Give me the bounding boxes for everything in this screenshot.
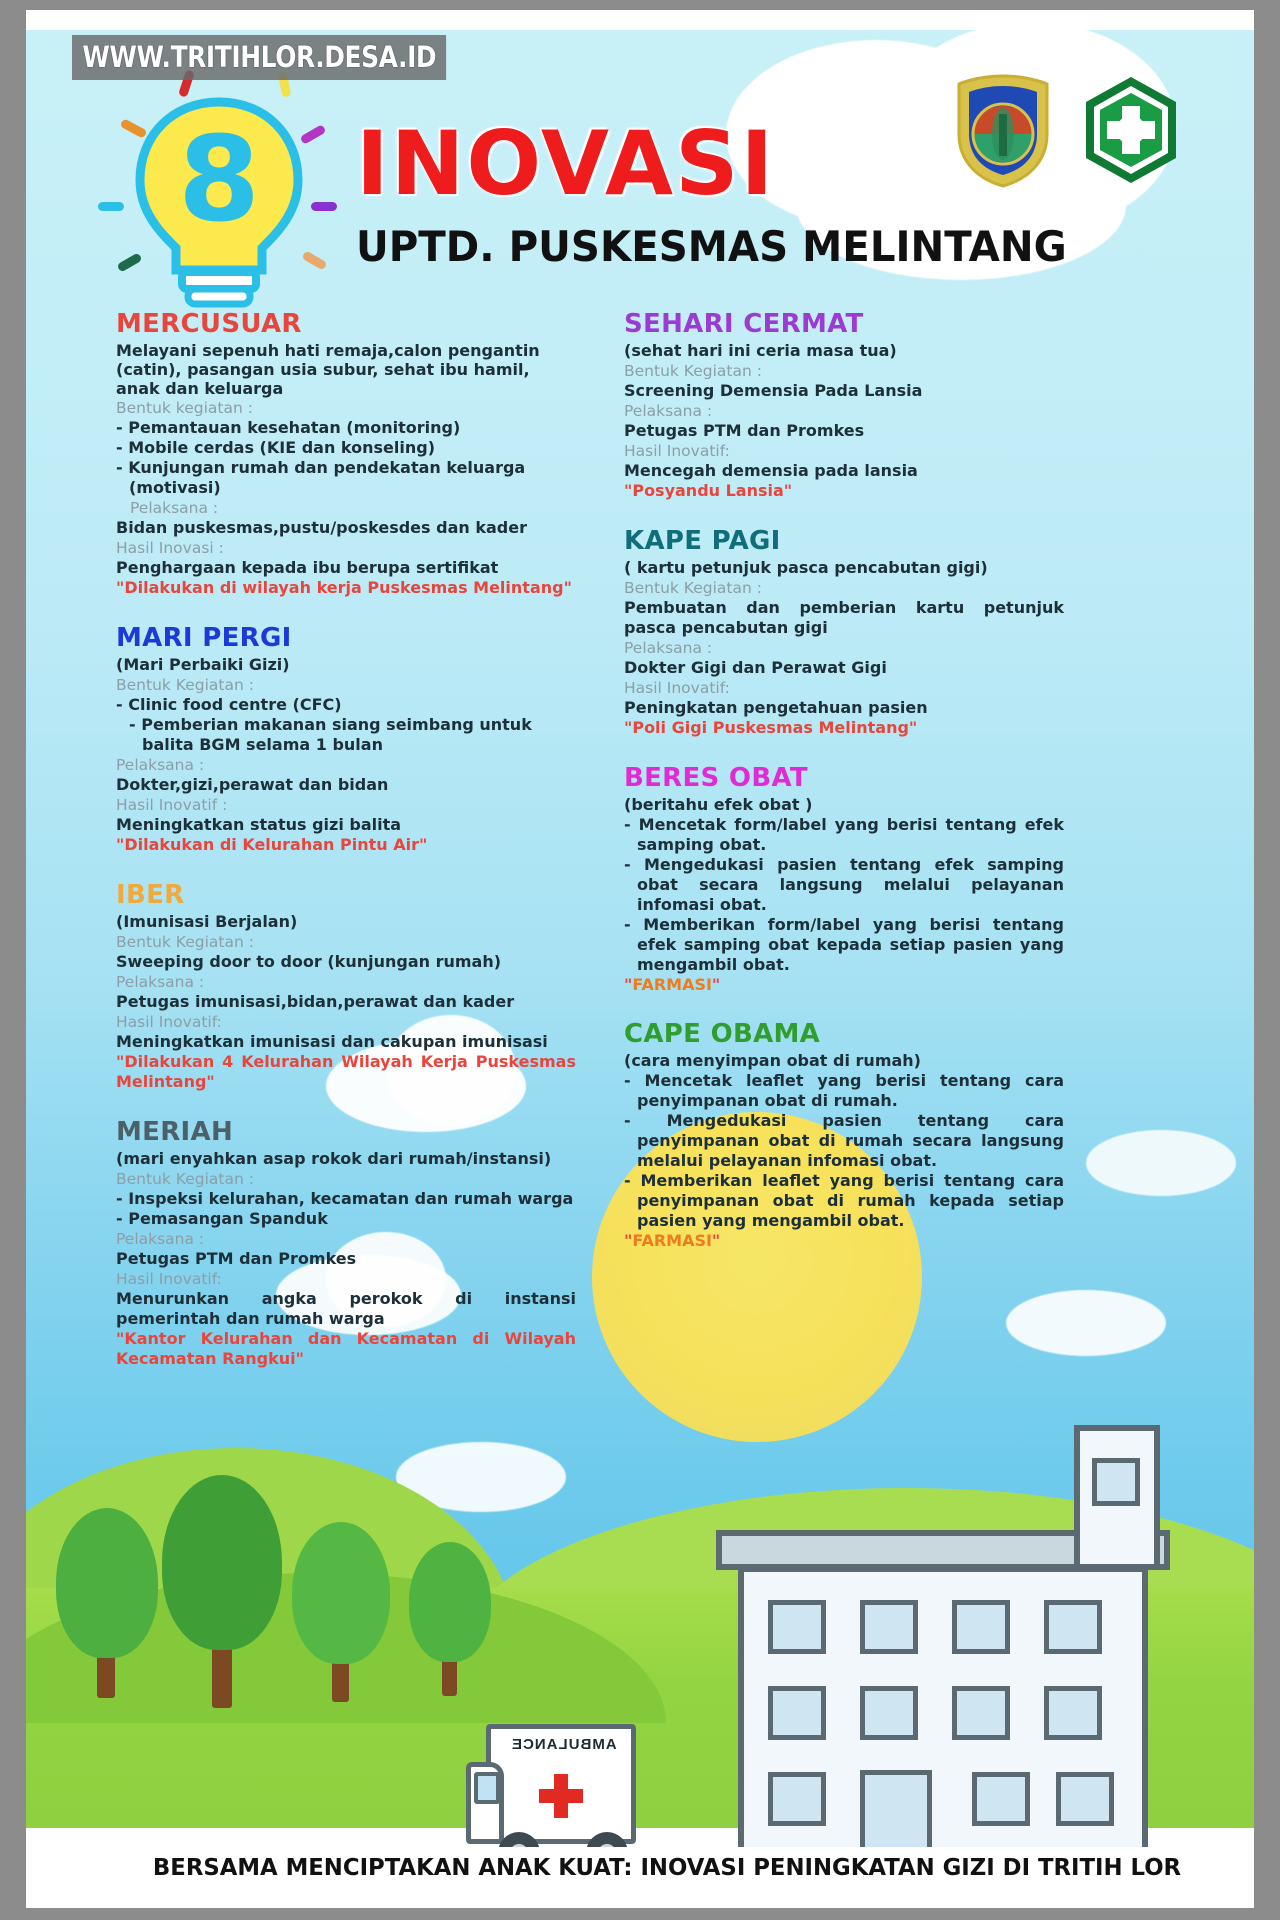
pelaksana-label: Pelaksana :	[624, 402, 713, 420]
activity-item: - Mencetak form/label yang berisi tentang efek samping obat.	[624, 815, 1064, 854]
pelaksana-value: Petugas PTM dan Promkes	[116, 1249, 357, 1268]
building-window	[972, 1772, 1030, 1826]
block-description: (Imunisasi Berjalan)	[116, 912, 298, 931]
block-quote: "Posyandu Lansia"	[624, 481, 793, 500]
block-title: SEHARI CERMAT	[624, 309, 864, 339]
activity-item: - Pemasangan Spanduk	[116, 1209, 328, 1228]
tower-window	[1092, 1458, 1140, 1506]
activity-item: Pembuatan dan pemberian kartu petunjuk pasca pencabutan gigi	[624, 598, 1064, 637]
bentuk-kegiatan-label: Bentuk Kegiatan :	[624, 362, 762, 380]
activity-item: - Mengedukasi pasien tentang efek samping obat secara langsung melalui pelayanan infomasi obat.	[624, 855, 1064, 914]
hasil-value: Menurunkan angka perokok di instansi pemerintah dan rumah warga	[116, 1289, 576, 1328]
right-content-column	[624, 308, 1064, 1256]
block-quote: "Poli Gigi Puskesmas Melintang"	[624, 718, 918, 737]
pelaksana-value: Dokter,gizi,perawat dan bidan	[116, 775, 389, 794]
spacer	[624, 744, 1064, 762]
farmasi-quote-open: "	[624, 975, 633, 994]
innovation-block-mercusuar	[116, 308, 576, 598]
building-window	[768, 1772, 826, 1826]
innovation-block-beres-obat	[624, 762, 1064, 994]
lightbulb-badge	[104, 80, 334, 310]
activity-item: - Kunjungan rumah dan pendekatan keluarga (motivasi)	[116, 458, 526, 497]
pelaksana-label: Pelaksana :	[130, 499, 219, 517]
farmasi-quote-close: "	[711, 975, 721, 994]
block-quote: "Dilakukan 4 Kelurahan Wilayah Kerja Puskesmas Melintang"	[116, 1052, 576, 1091]
hasil-label: Hasil Inovatif:	[624, 679, 730, 697]
puskesmas-health-logo	[1076, 74, 1186, 191]
tree-crown-1	[56, 1508, 158, 1658]
pelaksana-value: Dokter Gigi dan Perawat Gigi	[624, 658, 887, 677]
activity-item: - Mencetak leaflet yang berisi tentang cara penyimpanan obat di rumah.	[624, 1071, 1064, 1110]
ambulance-label: AMBULANCE	[511, 1736, 617, 1753]
innovation-block-mari-pergi	[116, 622, 576, 855]
block-description: (sehat hari ini ceria masa tua)	[624, 341, 897, 360]
spacer	[624, 507, 1064, 525]
activity-item: - Memberikan leaflet yang berisi tentang cara penyimpanan obat di rumah kepada setiap pasien yang mengambil obat.	[624, 1171, 1064, 1230]
building-window	[1056, 1772, 1114, 1826]
pelaksana-label: Pelaksana :	[116, 973, 205, 991]
innovation-block-meriah	[116, 1116, 576, 1369]
activity-item: - Mobile cerdas (KIE dan konseling)	[116, 438, 436, 457]
ambulance-cross-horizontal	[539, 1789, 583, 1803]
block-quote: "Kantor Kelurahan dan Kecamatan di Wilayah Kecamatan Rangkui"	[116, 1329, 576, 1368]
farmasi-tag	[624, 1231, 1064, 1250]
spacer	[624, 1000, 1064, 1018]
spacer	[116, 604, 576, 622]
page-title: INOVASI	[356, 112, 776, 215]
block-description: (cara menyimpan obat di rumah)	[624, 1051, 921, 1070]
bentuk-kegiatan-label: Bentuk Kegiatan :	[624, 579, 762, 597]
hasil-label: Hasil Inovatif :	[116, 796, 228, 814]
innovation-block-kape-pagi	[624, 525, 1064, 738]
building-window	[768, 1600, 826, 1654]
block-quote: "Dilakukan di Kelurahan Pintu Air"	[116, 835, 428, 854]
pelaksana-label: Pelaksana :	[116, 756, 205, 774]
farmasi-quote-close: "	[711, 1231, 721, 1250]
pelaksana-label: Pelaksana :	[624, 639, 713, 657]
building-window	[952, 1600, 1010, 1654]
tree-crown-3	[292, 1522, 390, 1664]
block-description: (beritahu efek obat )	[624, 795, 813, 814]
innovation-block-cape-obama	[624, 1018, 1064, 1250]
tree-crown-4	[409, 1542, 491, 1662]
hasil-label: Hasil Inovatif:	[116, 1013, 222, 1031]
page-subtitle: UPTD. PUSKESMAS MELINTANG	[356, 222, 1067, 271]
block-title: MERIAH	[116, 1117, 234, 1147]
pemerintah-kabupaten-logo	[951, 72, 1055, 195]
farmasi-quote-open: "	[624, 1231, 633, 1250]
hasil-value: Peningkatan pengetahuan pasien	[624, 698, 928, 717]
hasil-label: Hasil Inovatif:	[116, 1270, 222, 1288]
building-window	[1044, 1686, 1102, 1740]
block-title: KAPE PAGI	[624, 526, 781, 556]
hasil-label: Hasil Inovasi :	[116, 539, 224, 557]
cloud-right-a	[1006, 1290, 1166, 1356]
building-window	[952, 1686, 1010, 1740]
farmasi-word: FARMASI	[632, 1231, 712, 1250]
activity-item: - Memberikan form/label yang berisi tentang efek samping obat kepada setiap pasien yang mengambil obat.	[624, 915, 1064, 974]
hasil-label: Hasil Inovatif:	[624, 442, 730, 460]
activity-item: Screening Demensia Pada Lansia	[624, 381, 923, 400]
hasil-value: Meningkatkan imunisasi dan cakupan imunisasi	[116, 1032, 548, 1051]
farmasi-tag	[624, 975, 1064, 994]
block-title: MERCUSUAR	[116, 309, 302, 339]
activity-item: - Mengedukasi pasien tentang cara penyimpanan obat di rumah secara langsung melalui pelayanan infomasi obat.	[624, 1111, 1064, 1170]
pelaksana-value: Bidan puskesmas,pustu/poskesdes dan kader	[116, 518, 527, 537]
building-window	[768, 1686, 826, 1740]
block-description: (mari enyahkan asap rokok dari rumah/instansi)	[116, 1149, 552, 1168]
pelaksana-value: Petugas imunisasi,bidan,perawat dan kader	[116, 992, 515, 1011]
spacer	[116, 1098, 576, 1116]
hasil-value: Meningkatkan status gizi balita	[116, 815, 402, 834]
bentuk-kegiatan-label: Bentuk Kegiatan :	[116, 1170, 254, 1188]
farmasi-word: FARMASI	[632, 975, 712, 994]
activity-item: - Clinic food centre (CFC)	[116, 695, 342, 714]
hasil-value: Penghargaan kepada ibu berupa sertifikat	[116, 558, 499, 577]
watermark-url: WWW.TRITIHLOR.DESA.ID	[72, 35, 447, 80]
activity-item: - Inspeksi kelurahan, kecamatan dan rumah warga	[116, 1189, 574, 1208]
bentuk-kegiatan-label: Bentuk kegiatan :	[116, 399, 253, 417]
svg-text:8: 8	[177, 110, 261, 248]
pelaksana-value: Petugas PTM dan Promkes	[624, 421, 865, 440]
activity-item: Sweeping door to door (kunjungan rumah)	[116, 952, 502, 971]
block-description: Melayani sepenuh hati remaja,calon pengantin (catin), pasangan usia subur, sehat ibu hamil, anak dan keluarga	[116, 341, 540, 398]
bentuk-kegiatan-label: Bentuk Kegiatan :	[116, 676, 254, 694]
lightbulb-icon	[104, 80, 334, 310]
block-title: CAPE OBAMA	[624, 1019, 821, 1049]
building-window	[1044, 1600, 1102, 1654]
spacer	[116, 861, 576, 879]
building-window	[860, 1686, 918, 1740]
cloud-right-b	[1086, 1130, 1236, 1196]
activity-item: - Pemantauan kesehatan (monitoring)	[116, 418, 461, 437]
block-description: (Mari Perbaiki Gizi)	[116, 655, 290, 674]
block-title: BERES OBAT	[624, 763, 808, 793]
block-title: IBER	[116, 880, 185, 910]
building-window	[860, 1600, 918, 1654]
innovation-block-sehari-cermat	[624, 308, 1064, 501]
ambulance-window	[474, 1772, 500, 1804]
innovation-block-iber	[116, 879, 576, 1092]
left-content-column	[116, 308, 576, 1375]
activity-item: - Pemberian makanan siang seimbang untuk balita BGM selama 1 bulan	[129, 715, 532, 754]
poster-frame	[26, 10, 1254, 1908]
building-door	[860, 1770, 932, 1856]
spark-cyan	[98, 202, 124, 211]
hasil-value: Mencegah demensia pada lansia	[624, 461, 918, 480]
pelaksana-label: Pelaksana :	[116, 1230, 205, 1248]
block-quote: "Dilakukan di wilayah kerja Puskesmas Melintang"	[116, 578, 572, 597]
bentuk-kegiatan-label: Bentuk Kegiatan :	[116, 933, 254, 951]
bottom-caption: BERSAMA MENCIPTAKAN ANAK KUAT: INOVASI PENINGKATAN GIZI DI TRITIH LOR	[78, 1847, 1254, 1890]
tree-crown-2	[162, 1475, 282, 1650]
block-description: ( kartu petunjuk pasca pencabutan gigi)	[624, 558, 988, 577]
block-title: MARI PERGI	[116, 623, 292, 653]
spark-violet	[311, 202, 337, 211]
